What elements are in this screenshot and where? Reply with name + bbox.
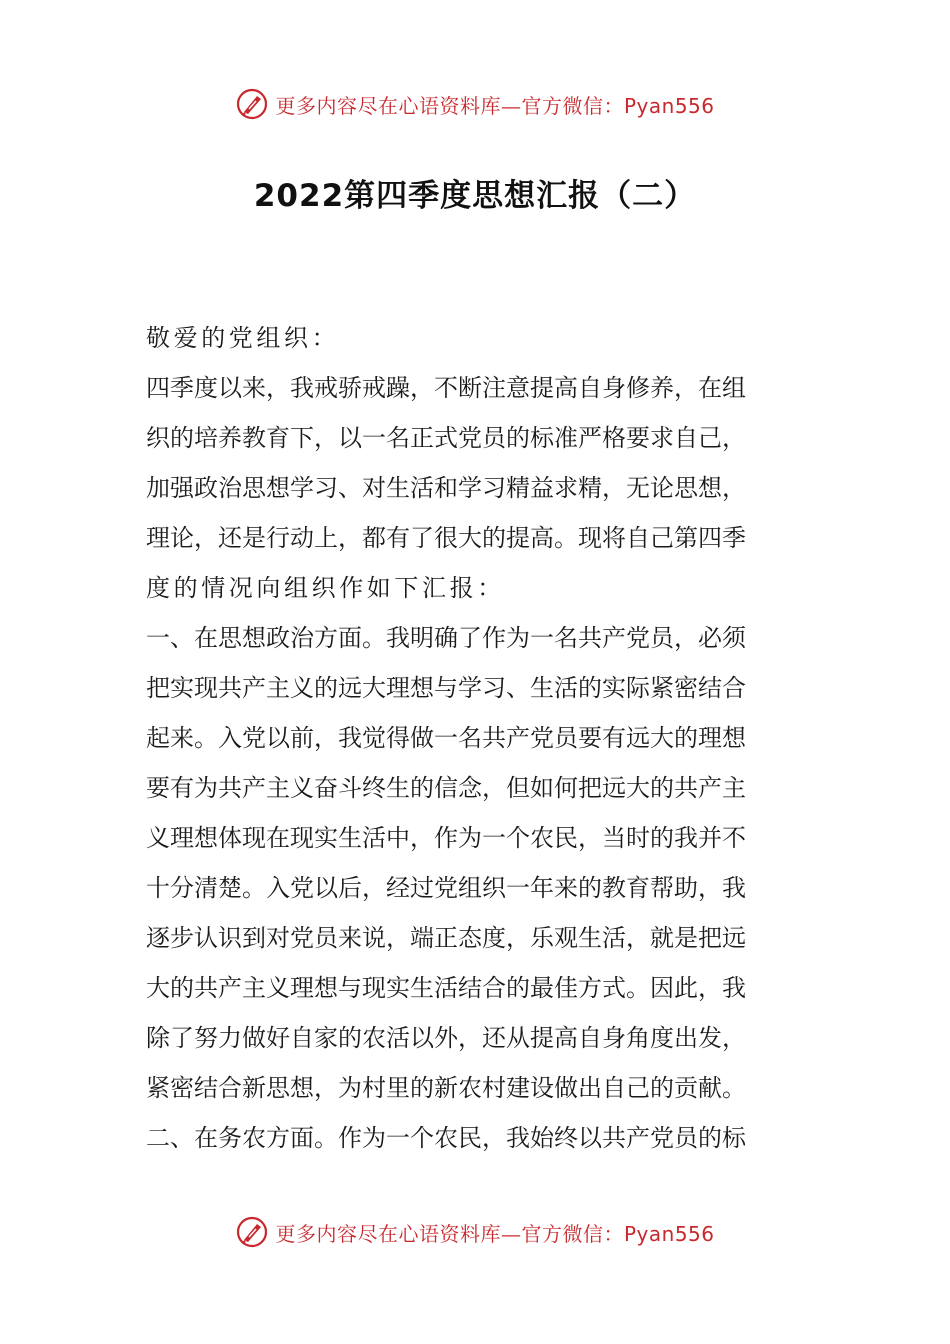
pen-logo-icon [235, 87, 269, 121]
document-title: 2022第四季度思想汇报（二） [253, 178, 697, 214]
body-line: 起来。入党以前，我觉得做一名共产党员要有远大的理想 [146, 724, 746, 752]
body-line: 十分清楚。入党以后，经过党组织一年来的教育帮助，我 [146, 874, 746, 902]
body-line: 敬爱的党组织： [146, 324, 340, 352]
body-line: 加强政治思想学习、对生活和学习精益求精，无论思想， [146, 474, 746, 502]
body-line: 紧密结合新思想，为村里的新农村建设做出自己的贡献。 [146, 1074, 746, 1102]
body-line: 义理想体现在现实生活中，作为一个农民，当时的我并不 [146, 824, 746, 852]
header-banner [0, 82, 950, 126]
body-line: 逐步认识到对党员来说，端正态度，乐观生活，就是把远 [146, 924, 746, 952]
body-line: 二、在务农方面。作为一个农民，我始终以共产党员的标 [146, 1124, 746, 1152]
body-line: 度的情况向组织作如下汇报： [146, 574, 505, 602]
body-line: 要有为共产主义奋斗终生的信念，但如何把远大的共产主 [146, 774, 746, 802]
body-line: 四季度以来，我戒骄戒躁，不断注意提高自身修养，在组 [146, 374, 746, 402]
body-line: 除了努力做好自家的农活以外，还从提高自身角度出发， [146, 1024, 746, 1052]
pen-logo-icon [235, 1215, 269, 1249]
header-wechat-id: Pyan556 [623, 93, 715, 118]
body-line: 把实现共产主义的远大理想与学习、生活的实际紧密结合 [146, 674, 746, 702]
document-body [146, 313, 806, 1163]
footer-banner-text: 更多内容尽在心语资料库—官方微信：Pyan556 [275, 1221, 715, 1246]
footer-banner [0, 1210, 950, 1254]
body-line: 织的培养教育下，以一名正式党员的标准严格要求自己， [146, 424, 746, 452]
body-line: 一、在思想政治方面。我明确了作为一名共产党员，必须 [146, 624, 746, 652]
footer-wechat-id: Pyan556 [623, 1221, 715, 1246]
body-line: 大的共产主义理想与现实生活结合的最佳方式。因此，我 [146, 974, 746, 1002]
body-line: 理论，还是行动上，都有了很大的提高。现将自己第四季 [146, 524, 746, 552]
header-banner-text: 更多内容尽在心语资料库—官方微信：Pyan556 [275, 93, 715, 118]
